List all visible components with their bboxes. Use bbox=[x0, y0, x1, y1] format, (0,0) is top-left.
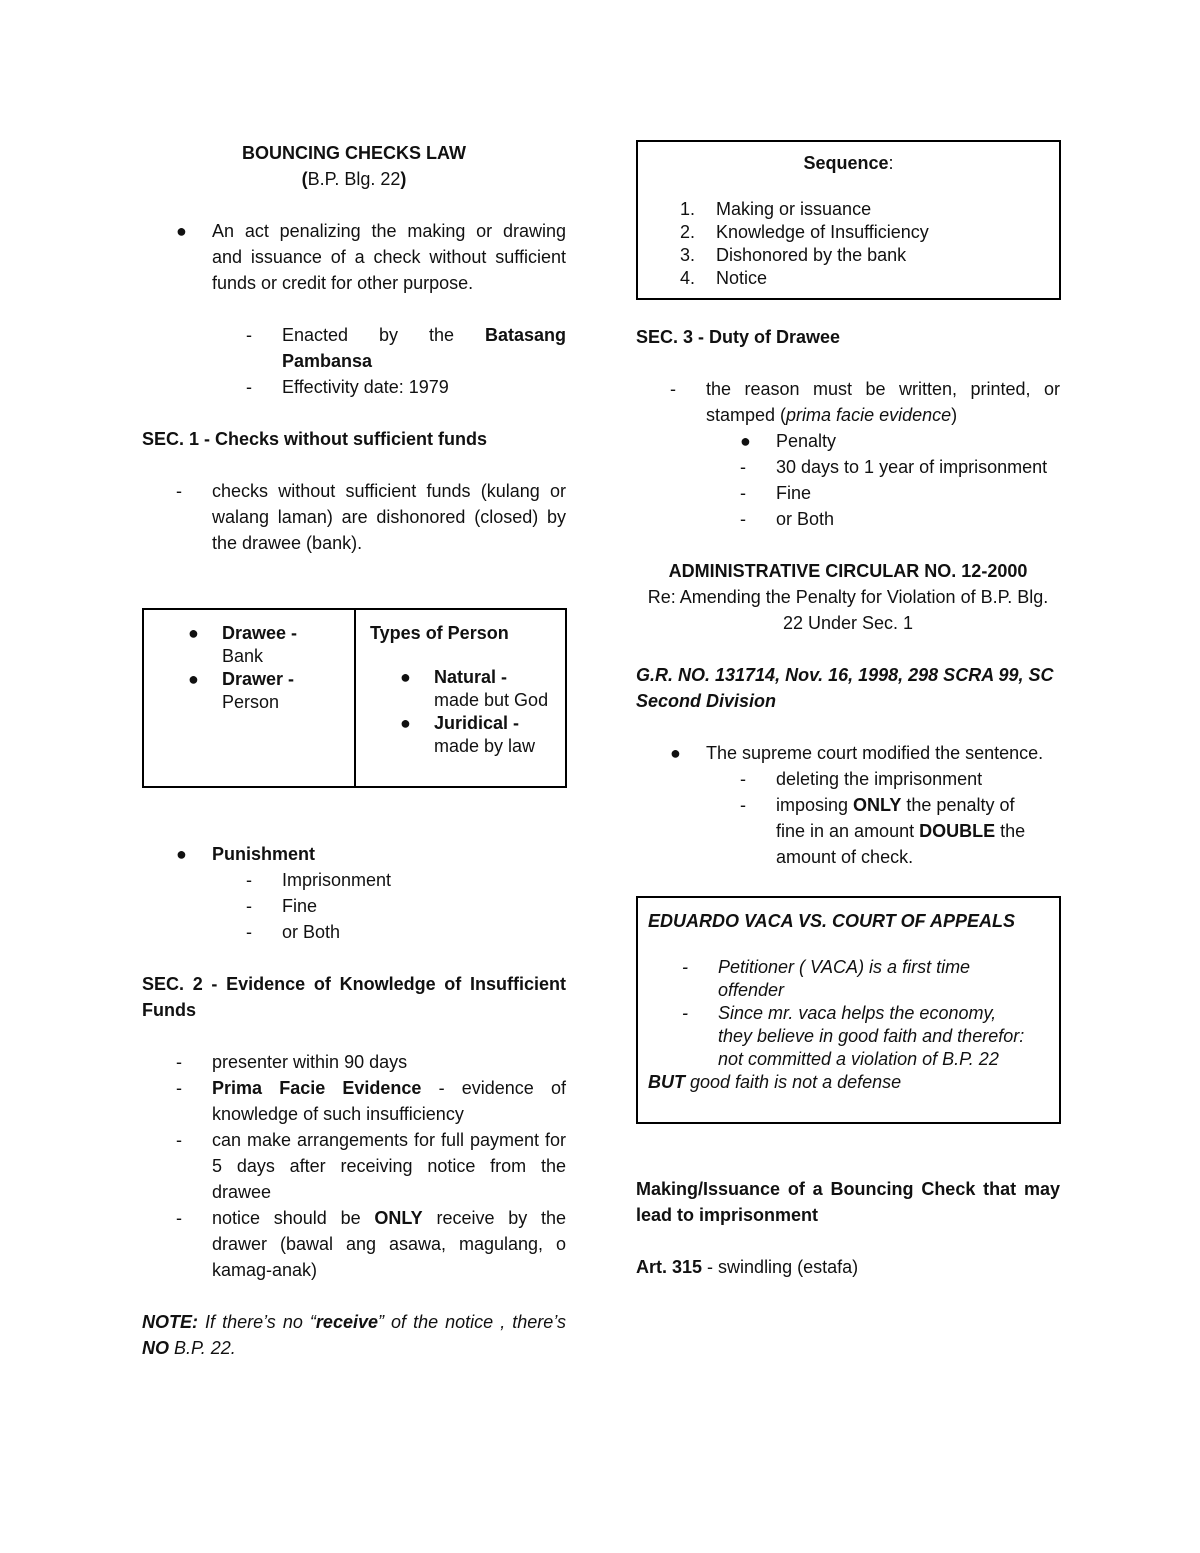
case-but-line: BUT good faith is not a defense bbox=[648, 1072, 902, 1092]
sec1-item: - checks without sufficient funds (kulang or walang laman) are dishonored (closed) by the drawee (bank). bbox=[142, 478, 566, 556]
penalty-item: - 30 days to 1 year of imprisonment bbox=[636, 454, 1060, 480]
bullet-dot-icon: ● bbox=[176, 221, 187, 241]
gr-sub-item: - imposing ONLY the penalty of fine in an amount DOUBLE the amount of check. bbox=[636, 792, 1060, 870]
bullet-dot-icon: ● bbox=[740, 431, 751, 451]
punishment-item: - Imprisonment bbox=[142, 867, 566, 893]
sec2-item: - can make arrangements for full payment for 5 days after receiving notice from the drawee bbox=[142, 1127, 566, 1205]
types-heading: Types of Person bbox=[370, 623, 509, 643]
natural-entry: ● Natural - made but God bbox=[400, 667, 549, 710]
punishment-bullet: ● Punishment bbox=[142, 841, 566, 867]
dash-icon: - bbox=[682, 1003, 688, 1023]
note-paragraph: NOTE: If there’s no “receive” of the notice , there’s NO B.P. 22. bbox=[142, 1312, 566, 1358]
dash-icon: - bbox=[176, 1078, 182, 1098]
dash-icon: - bbox=[246, 325, 252, 345]
case-heading: EDUARDO VACA VS. COURT OF APPEALS bbox=[648, 911, 1016, 931]
table-right-cell bbox=[356, 610, 565, 786]
admin-circular-heading: ADMINISTRATIVE CIRCULAR NO. 12-2000 bbox=[668, 561, 1028, 581]
punishment-item: - or Both bbox=[142, 919, 566, 945]
penalty-bullet: ● Penalty bbox=[636, 428, 1060, 454]
dash-icon: - bbox=[176, 481, 182, 501]
sequence-item: 2. Knowledge of Insufficiency bbox=[680, 222, 929, 242]
drawee-drawer-table bbox=[142, 608, 567, 788]
dash-icon: - bbox=[682, 957, 688, 977]
sec2-heading: SEC. 2 - Evidence of Knowledge of Insufficient Funds bbox=[142, 974, 566, 1020]
sequence-box bbox=[636, 140, 1061, 300]
bullet-dot-icon: ● bbox=[188, 623, 199, 643]
sec1-heading: SEC. 1 - Checks without sufficient funds bbox=[142, 429, 488, 449]
dash-icon: - bbox=[176, 1208, 182, 1228]
case-box bbox=[636, 896, 1061, 1124]
penalty-item: - or Both bbox=[636, 506, 1060, 532]
sequence-heading: Sequence: bbox=[803, 153, 894, 173]
intro-bullet: ● An act penalizing the making or drawing and issuance of a check without sufficient funds or credit for other purpose. bbox=[142, 218, 566, 296]
sec2-item: - Prima Facie Evidence - evidence of knowledge of such insufficiency bbox=[142, 1075, 566, 1127]
case-item: - Since mr. vaca helps the economy, they believe in good faith and therefor: not committed a violation of B.P. 22 bbox=[682, 1003, 1025, 1069]
punishment-item: - Fine bbox=[142, 893, 566, 919]
bullet-dot-icon: ● bbox=[188, 669, 199, 689]
dash-icon: - bbox=[246, 896, 252, 916]
drawer-entry: ● Drawer - Person bbox=[188, 669, 295, 712]
sec2-item: - notice should be ONLY receive by the drawer (bawal ang asawa, magulang, o kamag-anak) bbox=[142, 1205, 566, 1283]
juridical-entry: ● Juridical - made by law bbox=[400, 713, 536, 756]
left-column bbox=[142, 140, 566, 1361]
dash-icon: - bbox=[176, 1130, 182, 1150]
dash-icon: - bbox=[246, 922, 252, 942]
case-item: - Petitioner ( VACA) is a first time offender bbox=[682, 957, 971, 1000]
document-subtitle: (B.P. Blg. 22) bbox=[301, 169, 407, 189]
dash-icon: - bbox=[176, 1052, 182, 1072]
sequence-item: 1. Making or issuance bbox=[680, 199, 872, 219]
dash-icon: - bbox=[740, 457, 746, 477]
document-title: BOUNCING CHECKS LAW bbox=[242, 143, 466, 163]
bullet-dot-icon: ● bbox=[400, 667, 411, 687]
admin-circular-re: Re: Amending the Penalty for Violation of B.P. Blg. 22 Under Sec. 1 bbox=[647, 587, 1049, 633]
sequence-item: 3. Dishonored by the bank bbox=[680, 245, 907, 265]
penalty-item: - Fine bbox=[636, 480, 1060, 506]
right-column bbox=[636, 140, 1060, 1280]
dash-icon: - bbox=[246, 870, 252, 890]
bullet-dot-icon: ● bbox=[670, 743, 681, 763]
making-heading: Making/Issuance of a Bouncing Check that may lead to imprisonment bbox=[636, 1179, 1060, 1225]
drawee-entry: ● Drawee - Bank bbox=[188, 623, 298, 666]
sec3-item: - the reason must be written, printed, or stamped (prima facie evidence) bbox=[636, 376, 1060, 428]
table-left-cell bbox=[144, 610, 356, 786]
sec2-item: - presenter within 90 days bbox=[142, 1049, 566, 1075]
bullet-dot-icon: ● bbox=[400, 713, 411, 733]
dash-icon: - bbox=[246, 377, 252, 397]
sequence-item: 4. Notice bbox=[680, 268, 768, 288]
art-315-line: Art. 315 - swindling (estafa) bbox=[636, 1257, 859, 1277]
dash-icon: - bbox=[740, 769, 746, 789]
gr-bullet: ● The supreme court modified the sentence. bbox=[636, 740, 1060, 766]
dash-icon: - bbox=[740, 509, 746, 529]
dash-icon: - bbox=[740, 795, 746, 815]
gr-heading: G.R. NO. 131714, Nov. 16, 1998, 298 SCRA 99, SC Second Division bbox=[636, 665, 1054, 711]
dash-icon: - bbox=[670, 379, 676, 399]
effectivity-item: - Effectivity date: 1979 bbox=[142, 374, 566, 400]
gr-sub-item: - deleting the imprisonment bbox=[636, 766, 1060, 792]
enacted-item: - Enacted by the Batasang Pambansa bbox=[142, 322, 566, 374]
bullet-dot-icon: ● bbox=[176, 844, 187, 864]
sec3-heading: SEC. 3 - Duty of Drawee bbox=[636, 327, 841, 347]
dash-icon: - bbox=[740, 483, 746, 503]
